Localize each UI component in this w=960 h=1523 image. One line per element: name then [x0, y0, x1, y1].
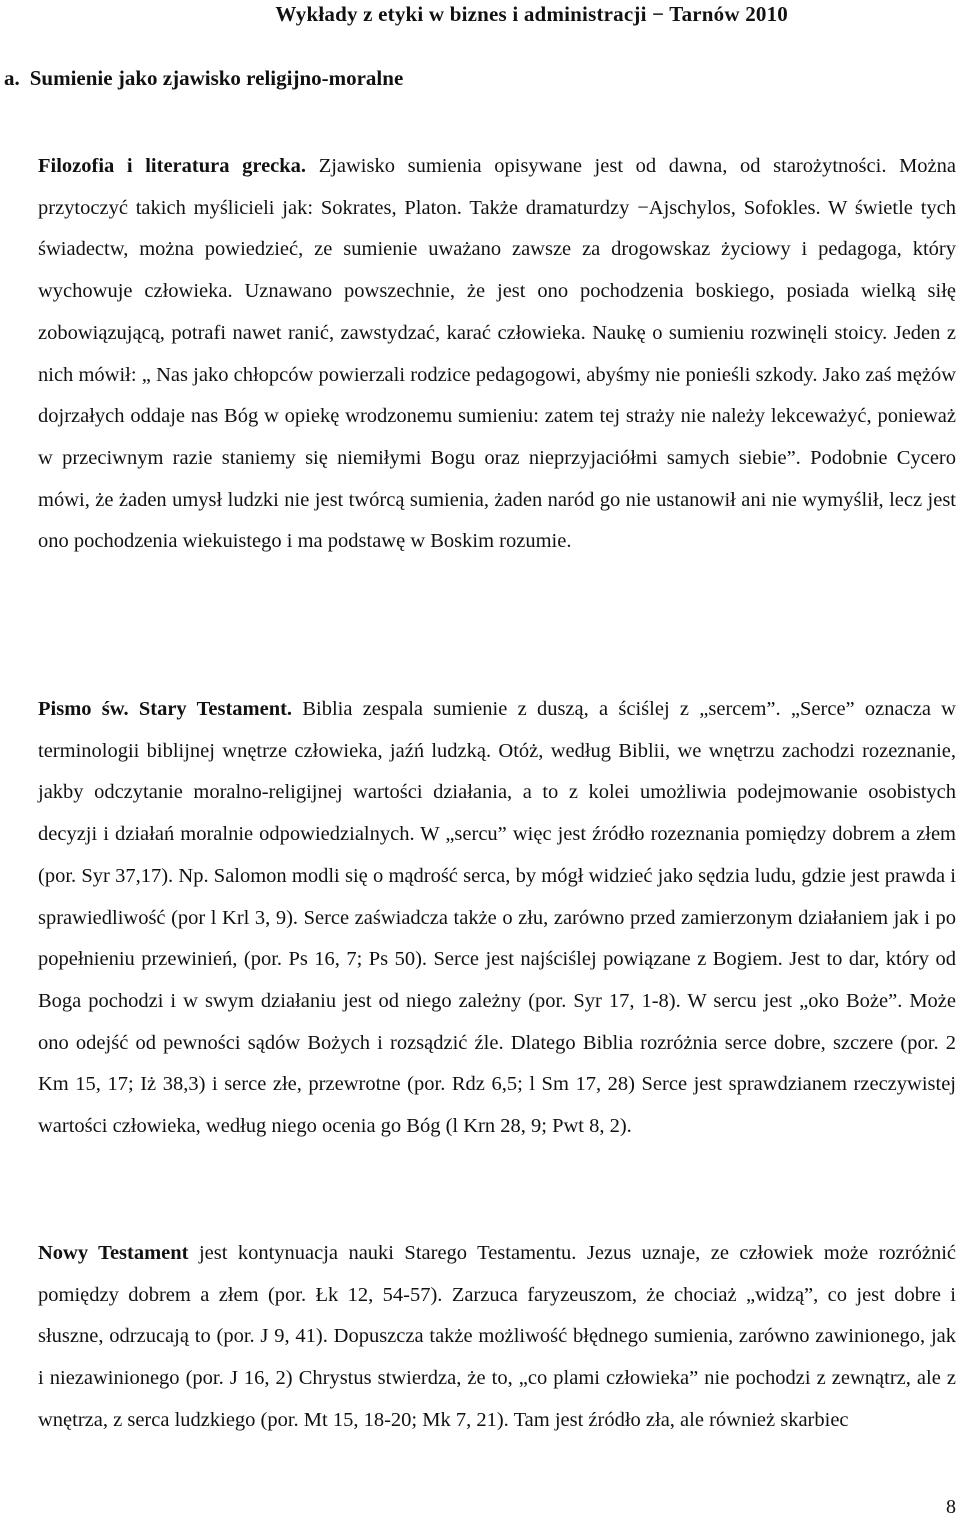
section-number: a. — [4, 66, 20, 90]
paragraph-text: jest kontynuacja nauki Starego Testamentu. Jezus uznaje, ze człowiek może rozróżnić pomiędzy dobrem a złem (por. Łk 12, 54-57). Zarzuca faryzeuszom, że chociaż „widzą”, co jest dobre i słuszne, odrzucają to (por. J 9, 41). Dopuszcza także możliwość błędnego sumienia, zarówno zawinionego, jak i niezawinionego (por. J 16, 2) Chrystus stwierdza, że to, „co plami człowieka” nie pochodzi z zewnątrz, ale z wnętrza, z serca ludzkiego (por. Mt 15, 18-20; Mk 7, 21). Tam jest źródło zła, ale również skarbiec — [38, 1242, 956, 1431]
paragraph-text: Biblia zespala sumienie z duszą, a ściślej z „sercem”. „Serce” oznacza w terminologii biblijnej wnętrze człowieka, jaźń ludzką. Otóż, według Biblii, we wnętrzu zachodzi rozeznanie, jakby odczytanie moralno-religijnej wartości działania, a to z kolei umożliwia podejmowanie osobistych decyzji i działań moralnie odpowiedzialnych. W „sercu” więc jest źródło rozeznania pomiędzy dobrem a złem (por. Syr 37,17). Np. Salomon modli się o mądrość serca, by mógł widzieć jako sędzia ludu, gdzie jest prawda i sprawiedliwość (por l Krl 3, 9). Serce zaświadcza także o złu, zarówno przed zamierzonym działaniem jak i po popełnieniu przewinień, (por. Ps 16, 7; Ps 50). Serce jest najściślej powiązane z Bogiem. Jest to dar, który od Boga pochodzi i w swym działaniu jest od niego zależny (por. Syr 17, 1-8). W sercu jest „oko Boże”. Może ono odejść od pewności sądów Bożych i rozsądzić źle. Dlatego Biblia rozróżnia serce dobre, szczere (por. 2 Km 15, 17; Iż 38,3) i serce złe, przewrotne (por. Rdz 6,5; l Sm 17, 28) Serce jest sprawdzianem rzeczywistej wartości człowieka, według niego ocenia go Bóg (l Krn 28, 9; Pwt 8, 2). — [38, 698, 956, 1138]
running-header: Wykłady z etyki w biznes i administracji − Tarnów 2010 — [275, 2, 788, 26]
section-title-text: Sumienie jako zjawisko religijno-moralne — [29, 66, 404, 90]
paragraph-old-testament — [38, 689, 956, 1148]
page-number: 8 — [946, 1496, 956, 1518]
paragraph-lead: Filozofia i literatura grecka. — [38, 155, 307, 177]
section-heading — [4, 66, 403, 91]
paragraph-text: Zjawisko sumienia opisywane jest od dawna, od starożytności. Można przytoczyć takich myślicieli jak: Sokrates, Platon. Także dramaturdzy −Ajschylos, Sofokles. W świetle tych świadectw, można powiedzieć, ze sumienie uważano zawsze za drogowskaz życiowy i pedagoga, który wychowuje człowieka. Uznawano powszechnie, że jest ono pochodzenia boskiego, posiada wielką siłę zobowiązującą, potrafi nawet ranić, zawstydzać, karać człowieka. Naukę o sumieniu rozwinęli stoicy. Jeden z nich mówił: „ Nas jako chłopców powierzali rodzice pedagogowi, abyśmy nie ponieśli szkody. Jako zaś mężów dojrzałych oddaje nas Bóg w opiekę wrodzonemu sumieniu: zatem tej straży nie należy lekceważyć, ponieważ w przeciwnym razie staniemy się niemiłymi Bogu oraz nieprzyjaciółmi samych siebie”. Podobnie Cycero mówi, że żaden umysł ludzki nie jest twórcą sumienia, żaden naród go nie ustanowił ani nie wymyślił, lecz jest ono pochodzenia wiekuistego i ma podstawę w Boskim rozumie. — [38, 155, 956, 553]
paragraph-greek-philosophy — [38, 146, 956, 563]
paragraph-new-testament — [38, 1233, 956, 1442]
paragraph-lead: Pismo św. Stary Testament. — [38, 698, 293, 720]
paragraph-lead: Nowy Testament — [38, 1242, 189, 1264]
